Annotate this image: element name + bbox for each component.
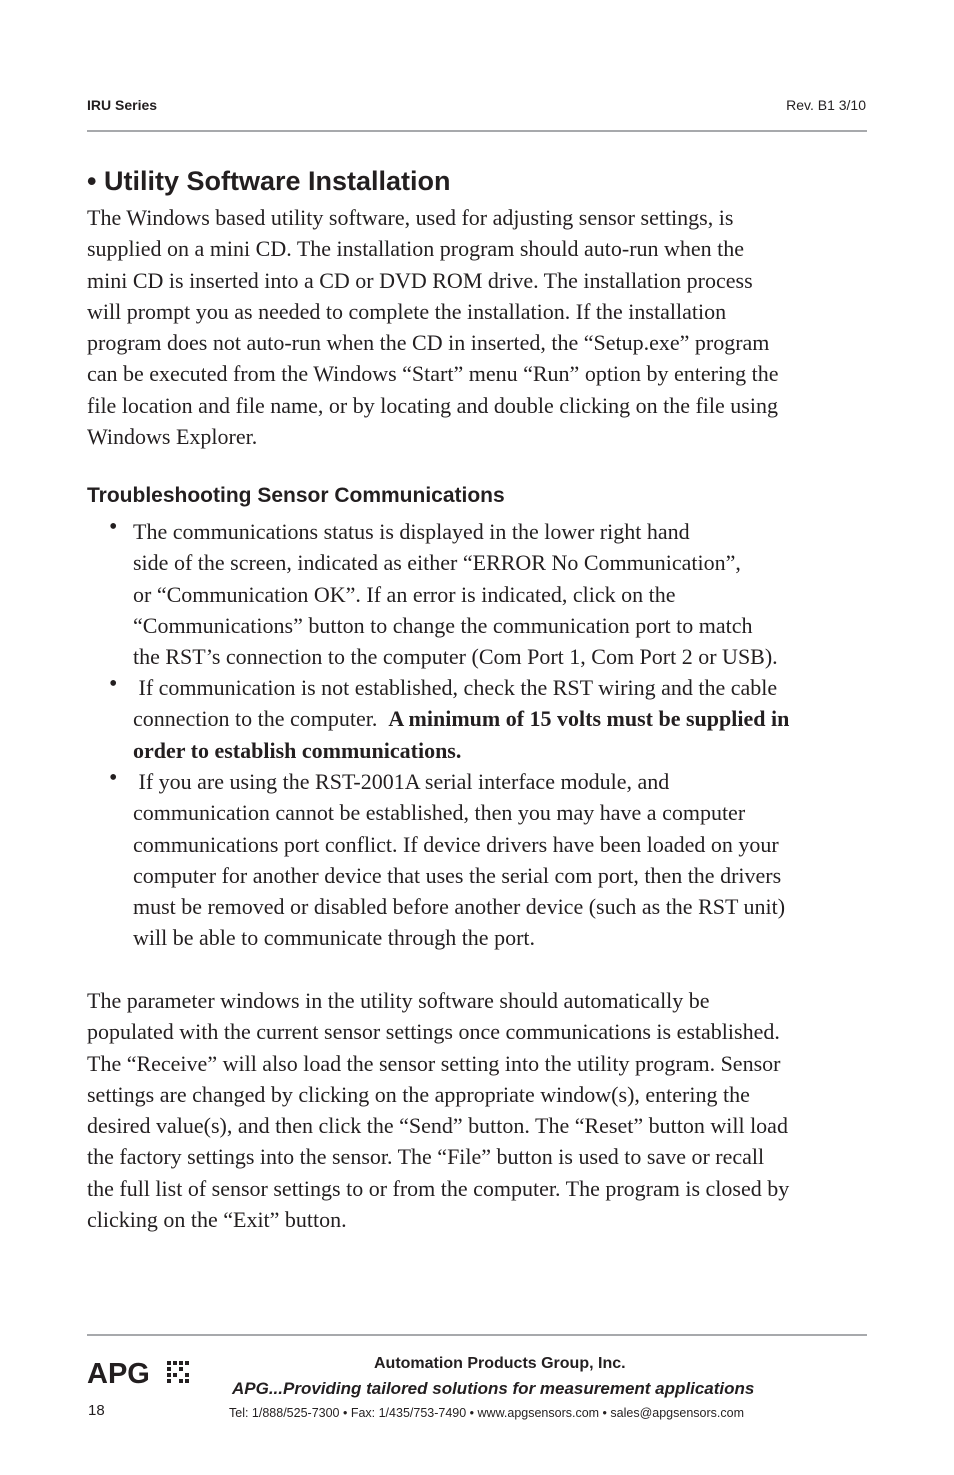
paragraph-line: can be executed from the Windows “Start” menu “Run” option by entering the bbox=[87, 361, 779, 387]
contact-info: Tel: 1/888/525-7300 • Fax: 1/435/753-7490 • www.apgsensors.com • sales@apgsensors.com bbox=[229, 1406, 744, 1420]
bullet-line bbox=[133, 703, 873, 734]
company-tagline: APG...Providing tailored solutions for measurement applications bbox=[232, 1379, 755, 1398]
section-title: • Utility Software Installation bbox=[87, 166, 451, 196]
bullet-line: computer for another device that uses the serial com port, then the drivers bbox=[133, 862, 782, 888]
bullet-line bbox=[133, 766, 873, 797]
bullet-line: communications port conflict. If device drivers have been loaded on your bbox=[133, 831, 779, 857]
bullet-line bbox=[133, 735, 873, 766]
warning-text: order to establish communications. bbox=[133, 737, 462, 763]
bullet-item-wiring bbox=[133, 672, 873, 766]
paragraph-line: mini CD is inserted into a CD or DVD ROM drive. The installation process bbox=[87, 267, 753, 293]
bullet-icon: • bbox=[109, 671, 118, 697]
parameter-windows-paragraph bbox=[87, 985, 877, 1235]
paragraph-line: The Windows based utility software, used for adjusting sensor settings, is bbox=[87, 205, 734, 230]
paragraph-line: file location and file name, or by locating and double clicking on the file using bbox=[87, 392, 778, 418]
bullet-line: communication cannot be established, then you may have a computer bbox=[133, 800, 746, 826]
bullet-line-text: If communication is not established, check the RST wiring and the cable bbox=[138, 675, 778, 700]
bullet-line: will be able to communicate through the port. bbox=[133, 925, 536, 951]
paragraph-line: The parameter windows in the utility software should automatically be bbox=[87, 988, 710, 1013]
troubleshooting-title: Troubleshooting Sensor Communications bbox=[87, 484, 505, 507]
page-number: 18 bbox=[88, 1402, 105, 1419]
paragraph-line: the full list of sensor settings to or from the computer. The program is closed by bbox=[87, 1175, 790, 1201]
bullet-item-status bbox=[133, 516, 873, 672]
bullet-line: or “Communication OK”. If an error is indicated, click on the bbox=[133, 581, 676, 607]
bullet-icon: • bbox=[109, 765, 118, 791]
apg-logo bbox=[87, 1356, 193, 1388]
bullet-line-text: connection to the computer. bbox=[133, 706, 378, 732]
logo-text: APG bbox=[87, 1358, 150, 1388]
header-divider bbox=[87, 130, 867, 132]
paragraph-line: settings are changed by clicking on the appropriate window(s), entering the bbox=[87, 1081, 750, 1107]
bullet-line: The communications status is displayed in the lower right hand bbox=[133, 519, 690, 544]
bullet-item-serial-module bbox=[133, 766, 873, 954]
bullet-line: “Communications” button to change the communication port to match bbox=[133, 612, 753, 638]
paragraph-line: supplied on a mini CD. The installation program should auto-run when the bbox=[87, 236, 745, 262]
paragraph-line: will prompt you as needed to complete the installation. If the installation bbox=[87, 298, 727, 324]
installation-paragraph bbox=[87, 202, 872, 452]
paragraph-line: populated with the current sensor settings once communications is established. bbox=[87, 1019, 780, 1045]
paragraph-line: Windows Explorer. bbox=[87, 424, 258, 450]
series-label: IRU Series bbox=[87, 97, 158, 113]
paragraph-line: clicking on the “Exit” button. bbox=[87, 1207, 347, 1233]
paragraph-line: The “Receive” will also load the sensor setting into the utility program. Sensor bbox=[87, 1050, 781, 1076]
company-name: Automation Products Group, Inc. bbox=[374, 1355, 626, 1372]
footer-divider bbox=[87, 1334, 867, 1336]
bullet-line: side of the screen, indicated as either “ERROR No Communication”, bbox=[133, 550, 741, 576]
paragraph-line: the factory settings into the sensor. The “File” button is used to save or recall bbox=[87, 1144, 765, 1170]
paragraph-line: desired value(s), and then click the “Send” button. The “Reset” button will load bbox=[87, 1113, 788, 1139]
bullet-line: the RST’s connection to the computer (Com Port 1, Com Port 2 or USB). bbox=[133, 644, 778, 670]
revision-label: Rev. B1 3/10 bbox=[786, 97, 866, 113]
warning-text: A minimum of 15 volts must be supplied in bbox=[388, 706, 790, 732]
bullet-icon: • bbox=[109, 514, 118, 540]
bullet-line-text: If you are using the RST-2001A serial interface module, and bbox=[138, 769, 670, 794]
bullet-line: must be removed or disabled before another device (such as the RST unit) bbox=[133, 894, 786, 920]
bullet-line bbox=[133, 672, 873, 703]
paragraph-line: program does not auto-run when the CD in inserted, the “Setup.exe” program bbox=[87, 330, 770, 356]
